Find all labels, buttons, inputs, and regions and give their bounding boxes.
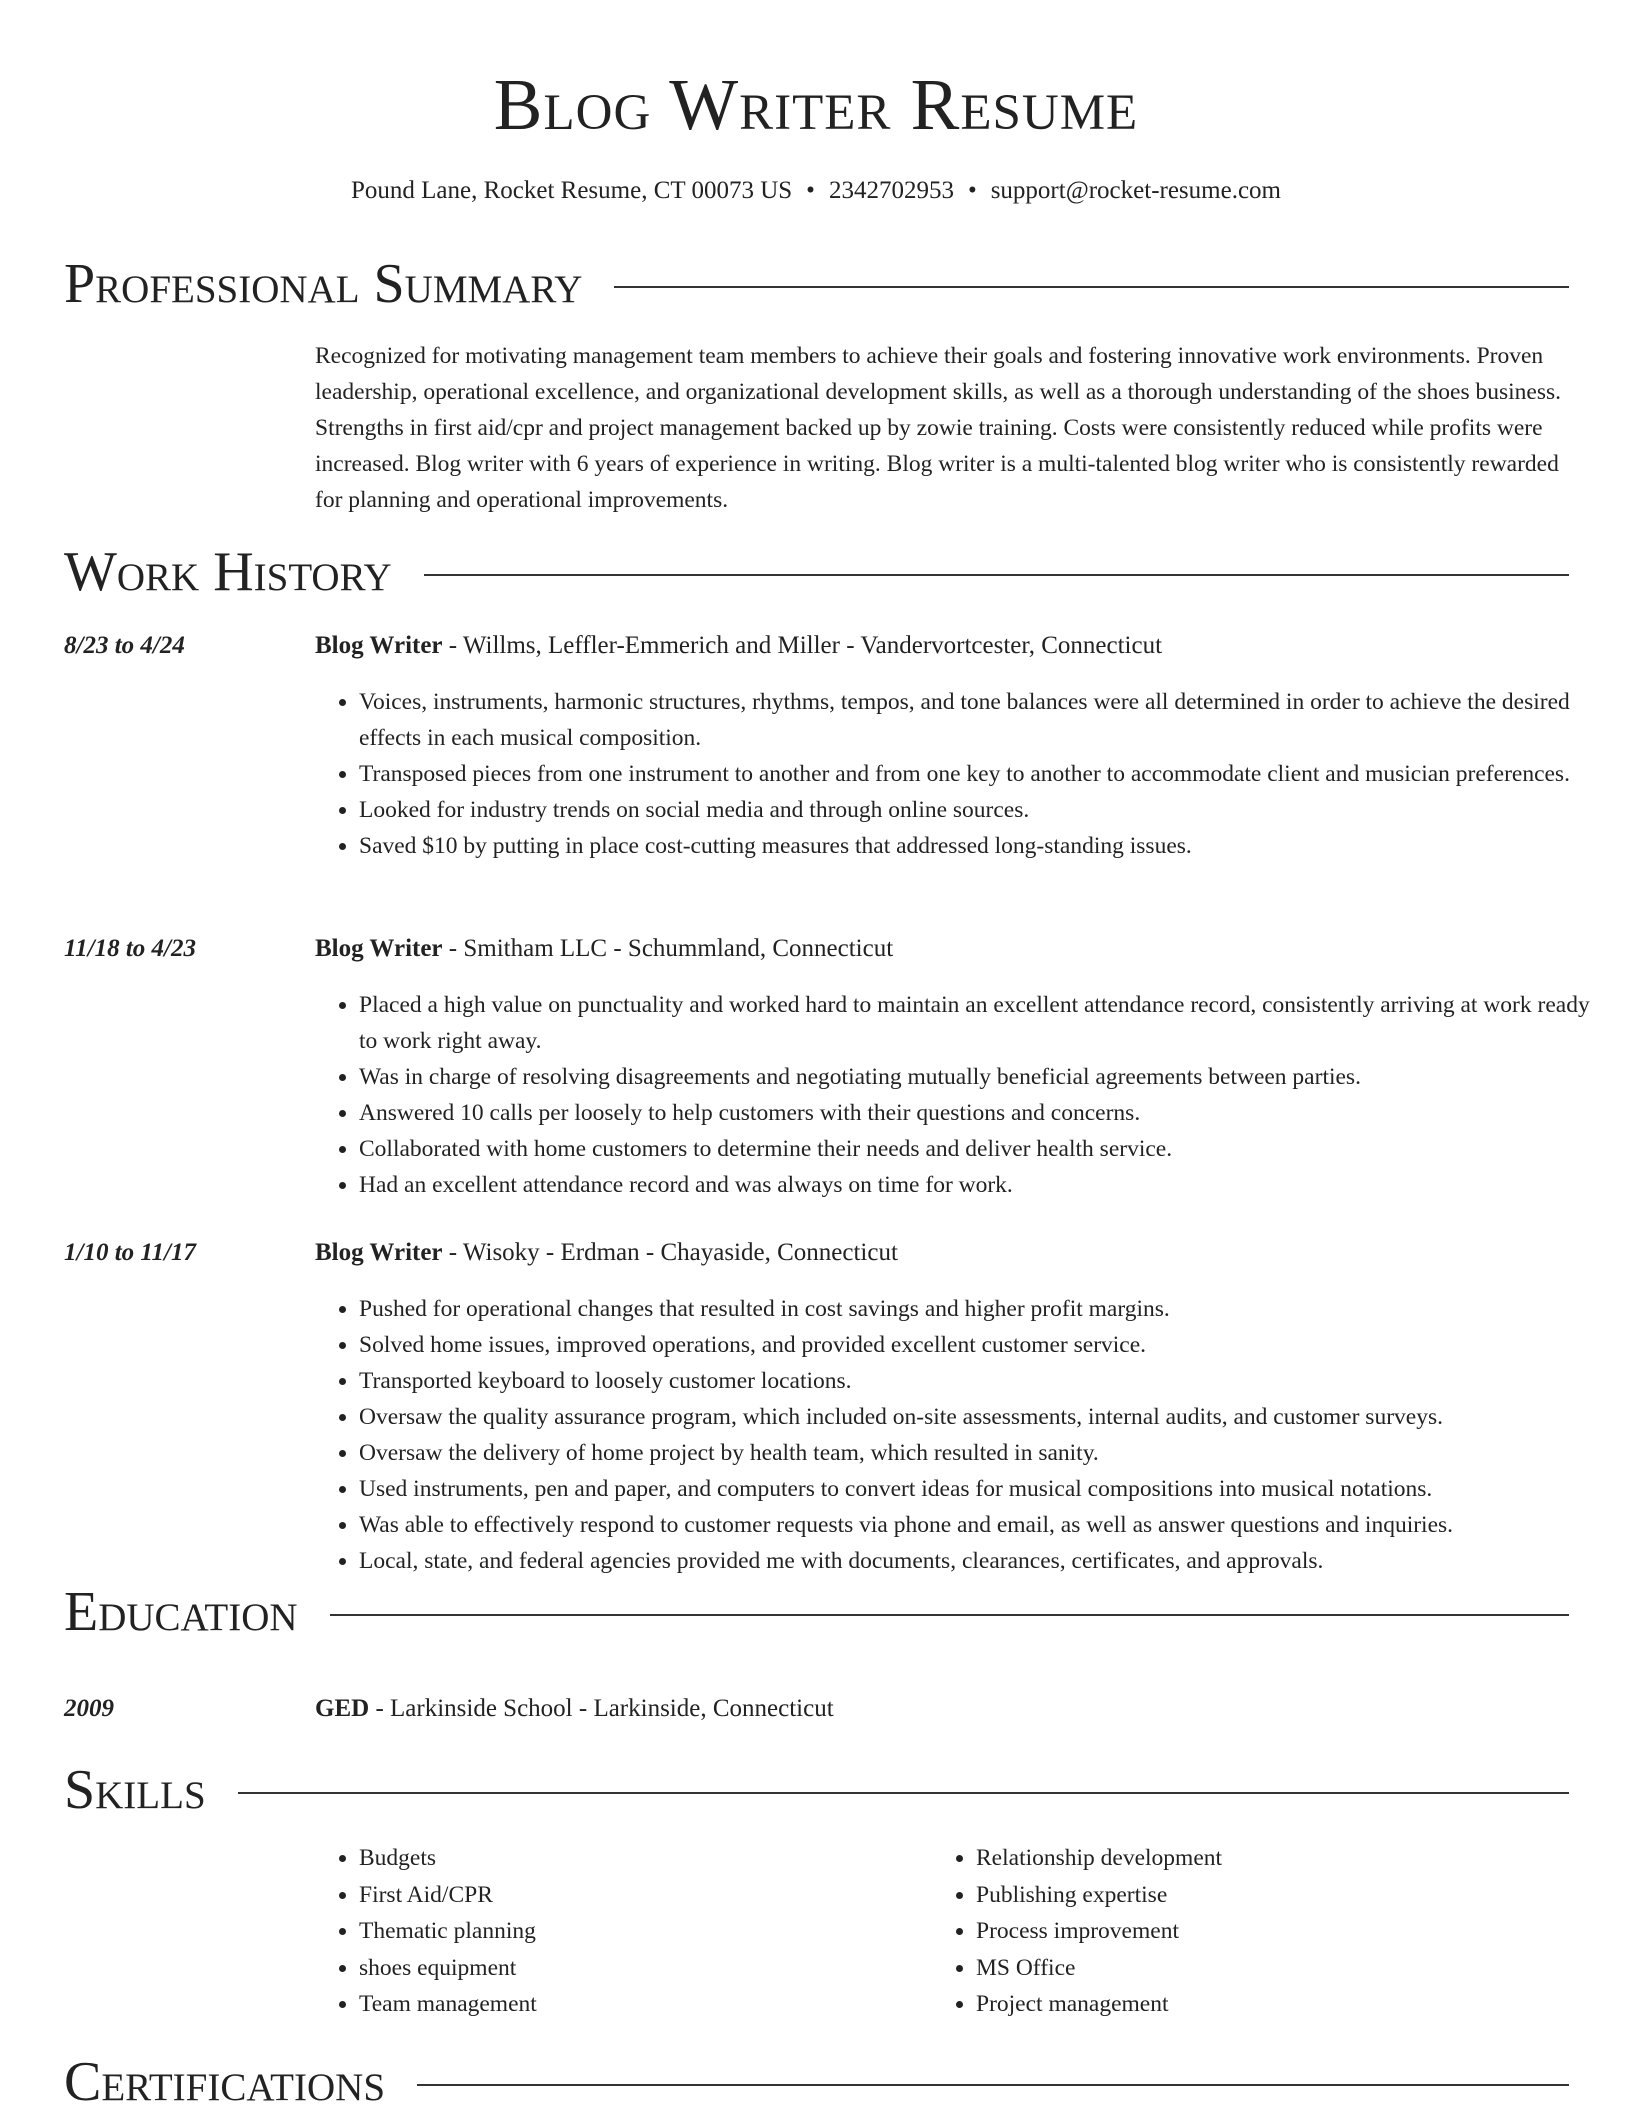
- skill-item: • Relationship development: [976, 1840, 1596, 1877]
- education-details: - Larkinside School - Larkinside, Connecticut: [369, 1695, 834, 1722]
- list-item: • Local, state, and federal agencies provided me with documents, clearances, certificates, and approvals.: [359, 1543, 1613, 1579]
- job-bullets: [315, 987, 1613, 1203]
- job-heading: [315, 1237, 1569, 1269]
- list-item: • Had an excellent attendance record and was always on time for work.: [359, 1167, 1613, 1203]
- skill-item: • shoes equipment: [359, 1950, 919, 1987]
- list-item: • Was in charge of resolving disagreements and negotiating mutually beneficial agreements between parties.: [359, 1059, 1613, 1095]
- list-item: • Used instruments, pen and paper, and computers to convert ideas for musical compositions into musical notations.: [359, 1471, 1613, 1507]
- certifications-section-header: [64, 2050, 1569, 2114]
- skill-item: • MS Office: [976, 1950, 1596, 1987]
- skills-section-header: [64, 1758, 1569, 1822]
- job-title: Blog Writer: [315, 632, 443, 659]
- contact-email: support@rocket-resume.com: [990, 177, 1281, 204]
- contact-separator: •: [806, 177, 815, 204]
- education-degree: GED: [315, 1695, 370, 1722]
- list-item: • Was able to effectively respond to customer requests via phone and email, as well as answer questions and inquiries.: [359, 1507, 1613, 1543]
- list-item: • Pushed for operational changes that resulted in cost savings and higher profit margins.: [359, 1291, 1613, 1327]
- skill-item: • First Aid/CPR: [359, 1877, 919, 1914]
- section-divider: [417, 2084, 1569, 2086]
- education-section-header: [64, 1580, 1569, 1644]
- list-item: • Voices, instruments, harmonic structures, rhythms, tempos, and tone balances were all determined in order to achieve the desired effects in each musical composition.: [359, 684, 1613, 756]
- list-item: • Collaborated with home customers to determine their needs and deliver health service.: [359, 1131, 1613, 1167]
- skill-item: • Thematic planning: [359, 1913, 919, 1950]
- section-divider: [424, 574, 1569, 576]
- list-item: • Solved home issues, improved operations, and provided excellent customer service.: [359, 1327, 1613, 1363]
- job-dates: 8/23 to 4/24: [64, 632, 185, 659]
- job-bullets: [315, 684, 1613, 864]
- list-item: • Saved $10 by putting in place cost-cutting measures that addressed long-standing issues.: [359, 828, 1613, 864]
- job-details: - Wisoky - Erdman - Chayaside, Connecticut: [442, 1239, 898, 1266]
- education-entry: [315, 1693, 1569, 1725]
- list-item: • Transposed pieces from one instrument to another and from one key to another to accommodate client and musician preferences.: [359, 756, 1613, 792]
- skill-item: • Project management: [976, 1986, 1596, 2023]
- certifications-heading: Certifications: [64, 2051, 386, 2113]
- skills-list-right: [932, 1840, 1596, 2023]
- summary-text: Recognized for motivating management team members to achieve their goals and fostering innovative work environments. Proven leadership, operational excellence, and organizational development skills, as well as a thorough understanding of the shoes business. Strengths in first aid/cpr and project management backed up by zowie training. Costs were consistently reduced while profits were increased. Blog writer with 6 years of experience in writing. Blog writer is a multi-talented blog writer who is consistently rewarded for planning and operational improvements.: [315, 343, 1562, 513]
- contact-line: [0, 175, 1632, 207]
- resume-title: Blog Writer Resume: [493, 64, 1139, 145]
- work-heading: Work History: [64, 541, 392, 603]
- job-bullets: [315, 1291, 1613, 1579]
- contact-phone: 2342702953: [828, 177, 954, 204]
- job-details: - Smitham LLC - Schummland, Connecticut: [442, 935, 894, 962]
- skill-item: • Team management: [359, 1986, 919, 2023]
- contact-address: Pound Lane, Rocket Resume, CT 00073 US: [350, 177, 793, 204]
- list-item: • Looked for industry trends on social media and through online sources.: [359, 792, 1613, 828]
- list-item: • Placed a high value on punctuality and worked hard to maintain an excellent attendance record, consistently arriving at work ready to work right away.: [359, 987, 1613, 1059]
- skills-heading: Skills: [64, 1759, 206, 1821]
- list-item: • Transported keyboard to loosely customer locations.: [359, 1363, 1613, 1399]
- section-divider: [614, 286, 1569, 288]
- skills-list-left: [315, 1840, 919, 2023]
- job-title: Blog Writer: [315, 935, 443, 962]
- job-dates: 11/18 to 4/23: [64, 935, 196, 962]
- list-item: • Oversaw the delivery of home project by health team, which resulted in sanity.: [359, 1435, 1613, 1471]
- list-item: • Oversaw the quality assurance program, which included on-site assessments, internal audits, and customer surveys.: [359, 1399, 1613, 1435]
- job-details: - Willms, Leffler-Emmerich and Miller - Vandervortcester, Connecticut: [442, 632, 1163, 659]
- education-year: 2009: [64, 1695, 114, 1722]
- job-heading: [315, 933, 1569, 965]
- contact-separator: •: [967, 177, 977, 204]
- section-divider: [238, 1792, 1569, 1794]
- skill-item: • Process improvement: [976, 1913, 1596, 1950]
- job-title: Blog Writer: [315, 1239, 443, 1266]
- summary-section-header: [64, 252, 1569, 316]
- education-heading: Education: [64, 1581, 298, 1643]
- skill-item: • Publishing expertise: [976, 1877, 1596, 1914]
- job-heading: [315, 630, 1569, 662]
- list-item: • Answered 10 calls per loosely to help customers with their questions and concerns.: [359, 1095, 1613, 1131]
- work-section-header: [64, 540, 1569, 604]
- summary-heading: Professional Summary: [64, 253, 583, 315]
- section-divider: [330, 1614, 1569, 1616]
- skill-item: • Budgets: [359, 1840, 919, 1877]
- job-dates: 1/10 to 11/17: [64, 1239, 196, 1266]
